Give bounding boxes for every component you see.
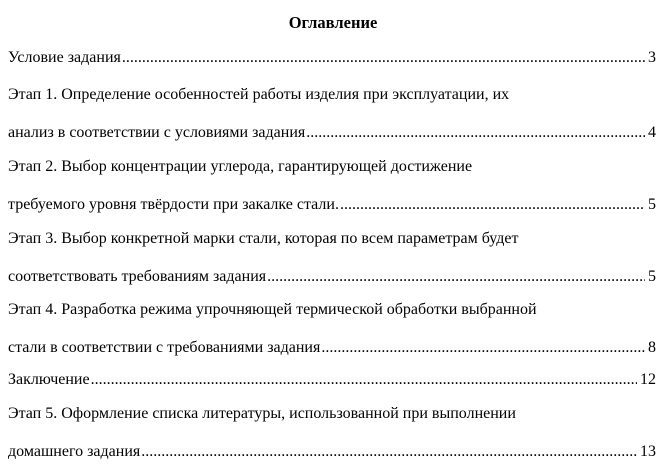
toc-entry-line bbox=[8, 85, 656, 105]
toc-entry-text: домашнего задания bbox=[8, 443, 141, 460]
toc-entry-text: Этап 1. Определение особенностей работы изделия при эксплуатации, их bbox=[8, 86, 510, 103]
dot-leader bbox=[306, 123, 645, 143]
toc-entry-stage-3[interactable] bbox=[8, 229, 656, 287]
dot-leader bbox=[141, 442, 637, 462]
toc-entry-text: Условие задания bbox=[8, 49, 121, 66]
toc-entry-text: Этап 5. Оформление списка литературы, использованной при выполнении bbox=[8, 405, 516, 422]
toc-entry-text: стали в соответствии с требованиями задания bbox=[8, 339, 321, 356]
dot-leader bbox=[122, 48, 645, 68]
toc-page-number: 5 bbox=[648, 268, 656, 285]
toc-page-number: 12 bbox=[640, 371, 656, 388]
toc-entry-line bbox=[8, 48, 656, 68]
toc-page-number: 13 bbox=[640, 443, 656, 460]
toc-entry-line bbox=[8, 338, 656, 358]
toc-entry-line bbox=[8, 370, 656, 390]
toc-page-number: 8 bbox=[648, 339, 656, 356]
toc-entry-stage-5[interactable] bbox=[8, 404, 656, 462]
toc-entry-line bbox=[8, 300, 656, 320]
toc-entry-stage-1[interactable] bbox=[8, 85, 656, 143]
toc-entry-stage-2[interactable] bbox=[8, 157, 656, 215]
toc-entry-text: соответствовать требованиям задания bbox=[8, 268, 267, 285]
toc-entry-line bbox=[8, 442, 656, 462]
toc-entry-conclusion[interactable] bbox=[8, 370, 656, 390]
toc-entry-text: Этап 3. Выбор конкретной марки стали, которая по всем параметрам будет bbox=[8, 230, 519, 247]
toc-entry-line bbox=[8, 195, 656, 215]
toc-entry-line bbox=[8, 404, 656, 424]
toc-entry-line bbox=[8, 267, 656, 287]
toc-entry-text: требуемого уровня твёрдости при закалке стали. bbox=[8, 196, 339, 213]
toc-entry-text: Этап 2. Выбор концентрации углерода, гарантирующей достижение bbox=[8, 158, 473, 175]
toc-entry-text: анализ в соответствии с условиями задания bbox=[8, 124, 306, 141]
toc-entry-text: Заключение bbox=[8, 371, 90, 388]
toc-entry-line bbox=[8, 229, 656, 249]
toc-page-number: 5 bbox=[648, 196, 656, 213]
toc-entry-conditions[interactable] bbox=[8, 48, 656, 68]
toc-entry-line bbox=[8, 123, 656, 143]
toc-page-number: 4 bbox=[648, 124, 656, 141]
toc-page-number: 3 bbox=[648, 49, 656, 66]
dot-leader bbox=[321, 338, 645, 358]
toc-entry-text: Этап 4. Разработка режима упрочняющей термической обработки выбранной bbox=[8, 301, 537, 318]
toc-title: Оглавление bbox=[288, 13, 378, 32]
dot-leader bbox=[91, 370, 637, 390]
dot-leader bbox=[267, 267, 645, 287]
toc-entry-stage-4[interactable] bbox=[8, 300, 656, 358]
toc-entry-line bbox=[8, 157, 656, 177]
dot-leader bbox=[340, 195, 645, 215]
